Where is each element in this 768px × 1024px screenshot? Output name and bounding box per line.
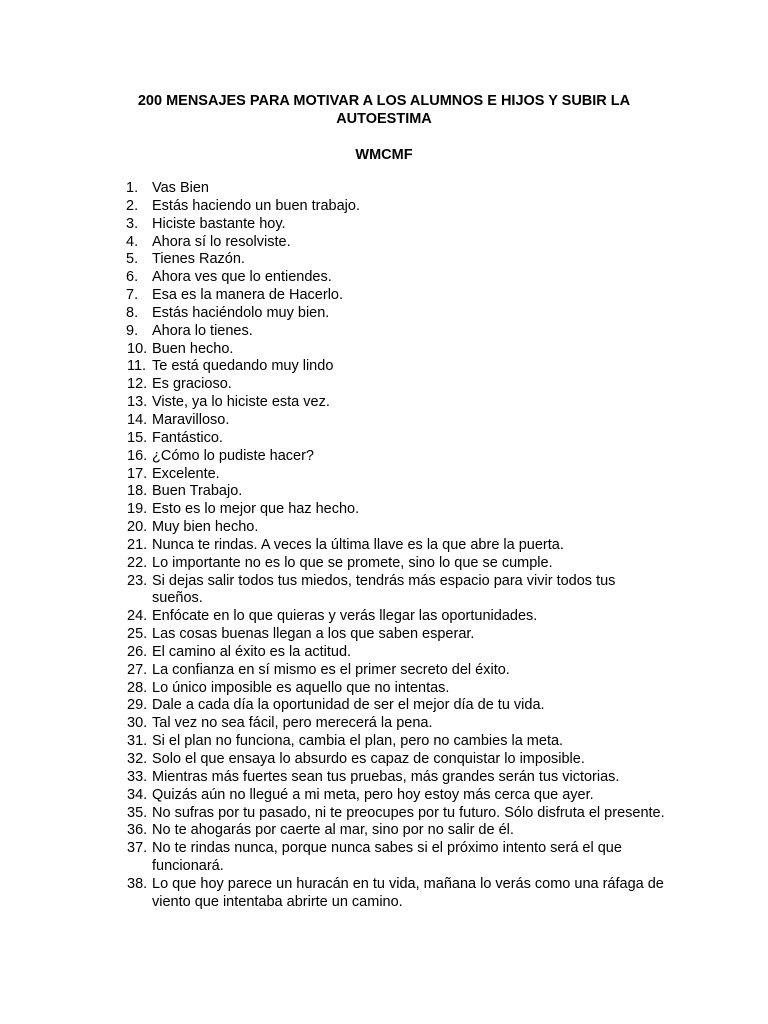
list-item-number: 9.	[126, 322, 139, 339]
list-item-text: Mientras más fuertes sean tus pruebas, más grandes serán tus victorias.	[152, 768, 620, 785]
list-item-number: 2.	[126, 197, 139, 214]
list-item-text: Estás haciendo un buen trabajo.	[152, 197, 360, 214]
list-item-text: Tienes Razón.	[152, 251, 245, 268]
list-item-text: Dale a cada día la oportunidad de ser el mejor día de tu vida.	[152, 697, 545, 714]
list-item	[110, 323, 670, 341]
list-item	[110, 537, 670, 555]
list-item-text: Maravilloso.	[152, 411, 230, 428]
list-item-number: 29.	[127, 697, 148, 714]
list-item-number: 21.	[127, 536, 148, 553]
document-author: WMCMF	[355, 147, 413, 163]
list-item-number: 3.	[126, 215, 139, 232]
list-item-number: 37.	[127, 840, 148, 857]
list-item-text: Esto es lo mejor que haz hecho.	[152, 501, 360, 518]
list-item	[110, 608, 670, 626]
list-item	[110, 769, 670, 787]
list-item-number: 28.	[127, 679, 148, 696]
list-item-text: Enfócate en lo que quieras y verás llegar las oportunidades.	[152, 608, 538, 625]
list-item-text: Esa es la manera de Hacerlo.	[152, 287, 344, 304]
list-item	[110, 287, 670, 305]
list-item-text: Hiciste bastante hoy.	[152, 215, 286, 232]
list-item-number: 4.	[126, 233, 139, 250]
list-item-number: 13.	[127, 394, 148, 411]
document-title: 200 MENSAJES PARA MOTIVAR A LOS ALUMNOS E HIJOS Y SUBIR LA AUTOESTIMA	[137, 93, 631, 127]
list-item	[110, 376, 670, 394]
list-item	[110, 876, 670, 912]
list-item-text: Te está quedando muy lindo	[152, 358, 334, 375]
list-item-number: 24.	[127, 608, 148, 625]
list-item	[110, 305, 670, 323]
list-item	[110, 662, 670, 680]
list-item	[110, 733, 670, 751]
list-item-number: 18.	[127, 483, 148, 500]
list-item-number: 8.	[126, 304, 139, 321]
list-item	[110, 198, 670, 216]
list-item	[110, 697, 670, 715]
list-item-text: Es gracioso.	[152, 376, 232, 393]
list-item	[110, 822, 670, 840]
list-item-text: Tal vez no sea fácil, pero merecerá la pena.	[152, 715, 433, 732]
list-item	[110, 519, 670, 537]
list-item	[110, 216, 670, 234]
list-item-number: 31.	[127, 733, 148, 750]
list-item-number: 14.	[127, 411, 148, 428]
list-item	[110, 251, 670, 269]
list-item	[110, 715, 670, 733]
list-item	[110, 358, 670, 376]
list-item-number: 36.	[127, 822, 148, 839]
list-item-text: Lo importante no es lo que se promete, sino lo que se cumple.	[152, 554, 553, 571]
list-item-text: Quizás aún no llegué a mi meta, pero hoy estoy más cerca que ayer.	[152, 786, 594, 803]
list-item	[110, 430, 670, 448]
list-item	[110, 787, 670, 805]
list-item-number: 33.	[127, 768, 148, 785]
message-list	[110, 180, 670, 912]
list-item	[110, 234, 670, 252]
list-item-text: Ahora ves que lo entiendes.	[152, 269, 332, 286]
list-item	[110, 626, 670, 644]
list-item	[110, 412, 670, 430]
list-item-text: Ahora lo tienes.	[152, 322, 253, 339]
list-item	[110, 644, 670, 662]
list-item	[110, 466, 670, 484]
list-item-text: No te rindas nunca, porque nunca sabes si el próximo intento será el que funcionará.	[152, 840, 622, 875]
list-item	[110, 180, 670, 198]
list-item-text: No te ahogarás por caerte al mar, sino por no salir de él.	[152, 822, 514, 839]
list-item-text: Lo único imposible es aquello que no intentas.	[152, 679, 450, 696]
list-item-number: 26.	[127, 643, 148, 660]
list-item-number: 5.	[126, 251, 139, 268]
list-item-text: Buen Trabajo.	[152, 483, 243, 500]
list-item-text: La confianza en sí mismo es el primer secreto del éxito.	[152, 661, 510, 678]
list-item-text: Las cosas buenas llegan a los que saben esperar.	[152, 626, 475, 643]
list-item-number: 25.	[127, 626, 148, 643]
list-item-number: 35.	[127, 804, 148, 821]
list-item-number: 34.	[127, 786, 148, 803]
list-item-number: 38.	[127, 875, 148, 892]
list-item-text: Si dejas salir todos tus miedos, tendrás más espacio para vivir todos tus sueños.	[152, 572, 616, 607]
list-item	[110, 448, 670, 466]
list-item-number: 16.	[127, 447, 148, 464]
list-item-number: 20.	[127, 519, 148, 536]
list-item-text: Solo el que ensaya lo absurdo es capaz de conquistar lo imposible.	[152, 751, 585, 767]
list-item-text: Fantástico.	[152, 429, 223, 446]
list-item-number: 15.	[127, 429, 148, 446]
list-item-text: Estás haciéndolo muy bien.	[152, 304, 330, 321]
list-item	[110, 680, 670, 698]
list-item-number: 7.	[126, 287, 139, 304]
list-item-text: El camino al éxito es la actitud.	[152, 643, 352, 660]
list-item	[110, 840, 670, 876]
list-item-text: Si el plan no funciona, cambia el plan, pero no cambies la meta.	[152, 733, 564, 750]
list-item-text: Vas Bien	[152, 180, 209, 196]
list-item-number: 32.	[127, 751, 148, 767]
list-item-text: Buen hecho.	[152, 340, 234, 357]
list-item-text: Ahora sí lo resolviste.	[152, 233, 291, 250]
list-item-text: Lo que hoy parece un huracán en tu vida, mañana lo verás como una ráfaga de viento que intentaba abrirte un camino.	[152, 875, 664, 910]
list-item-number: 6.	[126, 269, 139, 286]
list-item-number: 17.	[127, 465, 148, 482]
list-item	[110, 501, 670, 519]
list-item-number: 23.	[127, 572, 148, 589]
list-item-number: 1.	[126, 180, 139, 196]
list-item	[110, 555, 670, 573]
list-item-number: 11.	[127, 358, 147, 375]
list-item-number: 27.	[127, 661, 148, 678]
list-item-text: Nunca te rindas. A veces la última llave es la que abre la puerta.	[152, 536, 564, 553]
list-item-number: 19.	[127, 501, 148, 518]
list-item-text: Excelente.	[152, 465, 220, 482]
list-item-text: Viste, ya lo hiciste esta vez.	[152, 394, 330, 411]
list-item	[110, 269, 670, 287]
list-item	[110, 805, 670, 823]
list-item	[110, 394, 670, 412]
list-item	[110, 751, 670, 769]
list-item-text: Muy bien hecho.	[152, 519, 259, 536]
list-item	[110, 483, 670, 501]
list-item-text: No sufras por tu pasado, ni te preocupes por tu futuro. Sólo disfruta el presente.	[152, 804, 665, 821]
list-item-number: 22.	[127, 554, 148, 571]
list-item-text: ¿Cómo lo pudiste hacer?	[152, 447, 314, 464]
list-item	[110, 573, 670, 609]
list-item-number: 30.	[127, 715, 148, 732]
list-item-number: 12.	[127, 376, 148, 393]
list-item	[110, 341, 670, 359]
list-item-number: 10.	[127, 340, 148, 357]
